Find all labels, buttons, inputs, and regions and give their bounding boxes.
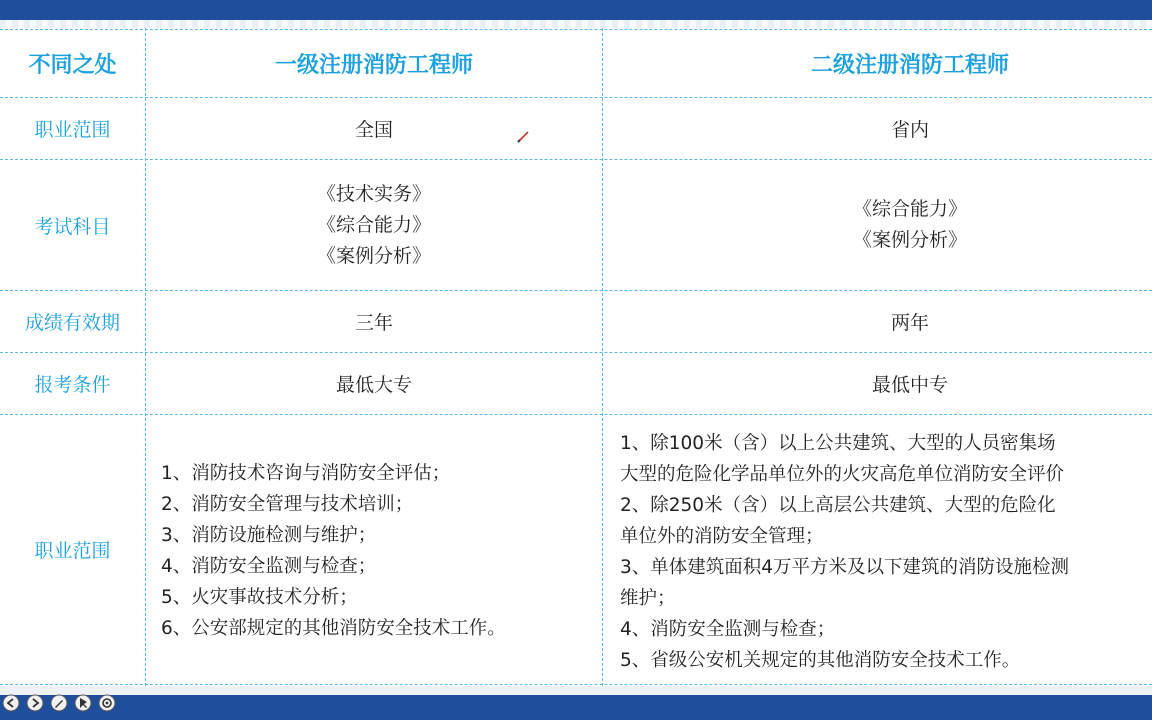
list-item: 维护； [620,588,676,609]
cell-level2-requirements: 最低中专 [871,374,948,396]
bottom-strip [0,686,1152,695]
list-item: 4、消防安全监测与检查； [161,556,377,577]
subject-item: 《案例分析》 [316,244,431,267]
cell-level1-scope: 全国 [354,119,393,141]
subject-item: 《综合能力》 [316,213,431,236]
cell-level2-validity: 两年 [890,312,929,334]
pointer-icon[interactable] [74,694,92,712]
row-label-validity: 成绩有效期 [24,312,120,334]
row-label-duties: 职业范围 [34,540,111,562]
list-item: 2、消防安全管理与技术培训； [161,494,414,515]
list-item: 1、除100米（含）以上公共建筑、大型的人员密集场 [620,433,1056,454]
pen-icon[interactable] [50,694,68,712]
cell-level2-subjects [603,160,1152,290]
row-label-subjects: 考试科目 [34,215,111,238]
header-level1-engineer: 一级注册消防工程师 [274,53,473,78]
grid-line [0,684,1152,685]
list-item: 5、省级公安机关规定的其他消防安全技术工作。 [620,650,1021,671]
cell-level2-scope: 省内 [890,119,929,141]
row-label-requirements: 报考条件 [34,374,111,396]
list-item: 4、消防安全监测与检查； [620,619,836,640]
list-item: 大型的危险化学品单位外的火灾高危单位消防安全评价 [620,464,1065,485]
target-icon[interactable] [98,694,116,712]
comparison-table [0,28,1152,686]
arrow-left-icon[interactable] [2,694,20,712]
cell-level1-validity: 三年 [354,312,393,334]
presentation-toolbar [0,690,116,716]
subject-item: 《综合能力》 [852,198,967,220]
list-item: 3、单体建筑面积4万平方米及以下建筑的消防设施检测 [620,557,1070,578]
list-item: 6、公安部规定的其他消防安全技术工作。 [161,618,506,639]
arrow-right-icon[interactable] [26,694,44,712]
list-item: 2、除250米（含）以上高层公共建筑、大型的危险化 [620,495,1056,516]
row-label-scope: 职业范围 [34,119,111,141]
list-item: 3、消防设施检测与维护； [161,525,377,546]
list-item: 5、火灾事故技术分析； [161,587,358,608]
top-strip [0,20,1152,28]
cell-level2-duties [620,428,1152,680]
cell-level1-duties [161,458,601,658]
pen-cursor-icon [516,130,530,144]
subject-item: 《案例分析》 [852,229,967,251]
list-item: 单位外的消防安全管理； [620,526,824,547]
header-level2-engineer: 二级注册消防工程师 [810,53,1009,78]
subject-item: 《技术实务》 [316,182,431,205]
list-item: 1、消防技术咨询与消防安全评估； [161,463,451,484]
cell-level1-subjects [146,160,602,290]
top-bar [0,0,1152,20]
grid-line [0,414,1152,415]
header-differences: 不同之处 [28,53,117,78]
bottom-bar [0,695,1152,720]
cell-level1-requirements: 最低大专 [335,374,412,396]
